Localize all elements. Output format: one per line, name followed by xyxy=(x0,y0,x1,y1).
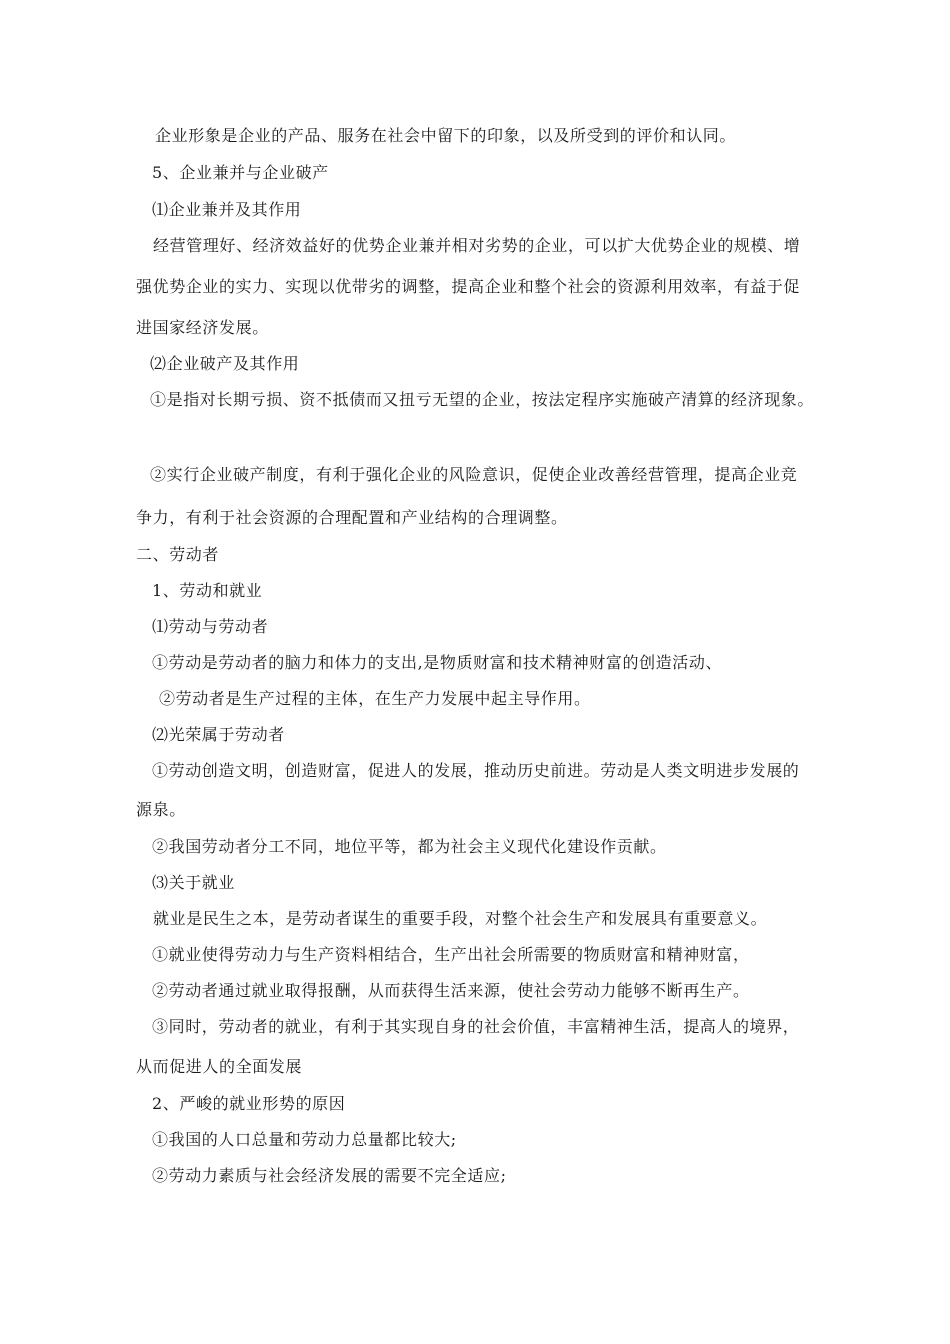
text-line-3: ⑴企业兼并及其作用 xyxy=(152,200,302,219)
text-line-22: ①就业使得劳动力与生产资料相结合，生产出社会所需要的物质财富和精神财富， xyxy=(152,945,750,964)
text-line-9: ②实行企业破产制度，有利于强化企业的风险意识，促使企业改善经营管理，提高企业竞 xyxy=(150,465,798,484)
text-line-27: ①我国的人口总量和劳动力总量都比较大; xyxy=(152,1130,457,1149)
text-line-15: ②劳动者是生产过程的主体，在生产力发展中起主导作用。 xyxy=(159,689,591,708)
text-line-14: ①劳动是劳动者的脑力和体力的支出,是物质财富和技术精神财富的创造活动、 xyxy=(152,653,723,672)
text-line-7: ⑵企业破产及其作用 xyxy=(150,354,300,373)
text-line-24: ③同时，劳动者的就业，有利于其实现自身的社会价值，丰富精神生活，提高人的境界， xyxy=(152,1017,800,1036)
text-line-16: ⑵光荣属于劳动者 xyxy=(152,725,285,744)
text-line-5: 强优势企业的实力、实现以优带劣的调整，提高企业和整个社会的资源利用效率，有益于促 xyxy=(136,277,801,296)
text-line-18: 源泉。 xyxy=(136,800,186,819)
text-line-25: 从而促进人的全面发展 xyxy=(136,1057,303,1076)
text-line-12: 1、劳动和就业 xyxy=(152,581,263,600)
text-line-23: ②劳动者通过就业取得报酬，从而获得生活来源，使社会劳动力能够不断再生产。 xyxy=(152,981,750,1000)
text-line-13: ⑴劳动与劳动者 xyxy=(152,617,269,636)
text-line-2: 5、企业兼并与企业破产 xyxy=(152,163,329,182)
text-line-10: 争力，有利于社会资源的合理配置和产业结构的合理调整。 xyxy=(136,508,568,527)
text-line-21: 就业是民生之本，是劳动者谋生的重要手段，对整个社会生产和发展具有重要意义。 xyxy=(153,909,768,928)
text-line-28: ②劳动力素质与社会经济发展的需要不完全适应; xyxy=(152,1166,507,1185)
text-line-19: ②我国劳动者分工不同，地位平等，都为社会主义现代化建设作贡献。 xyxy=(152,837,667,856)
text-line-8: ①是指对长期亏损、资不抵债而又扭亏无望的企业，按法定程序实施破产清算的经济现象。 xyxy=(150,390,815,409)
text-line-26: 2、严峻的就业形势的原因 xyxy=(152,1094,346,1113)
section-heading: 二、劳动者 xyxy=(136,545,220,564)
text-line-6: 进国家经济发展。 xyxy=(136,318,269,337)
text-line-20: ⑶关于就业 xyxy=(152,873,236,892)
text-line-1: 企业形象是企业的产品、服务在社会中留下的印象，以及所受到的评价和认同。 xyxy=(155,126,737,145)
text-line-17: ①劳动创造文明，创造财富，促进人的发展，推动历史前进。劳动是人类文明进步发展的 xyxy=(152,761,800,780)
text-line-4: 经营管理好、经济效益好的优势企业兼并相对劣势的企业，可以扩大优势企业的规模、增 xyxy=(153,236,801,255)
